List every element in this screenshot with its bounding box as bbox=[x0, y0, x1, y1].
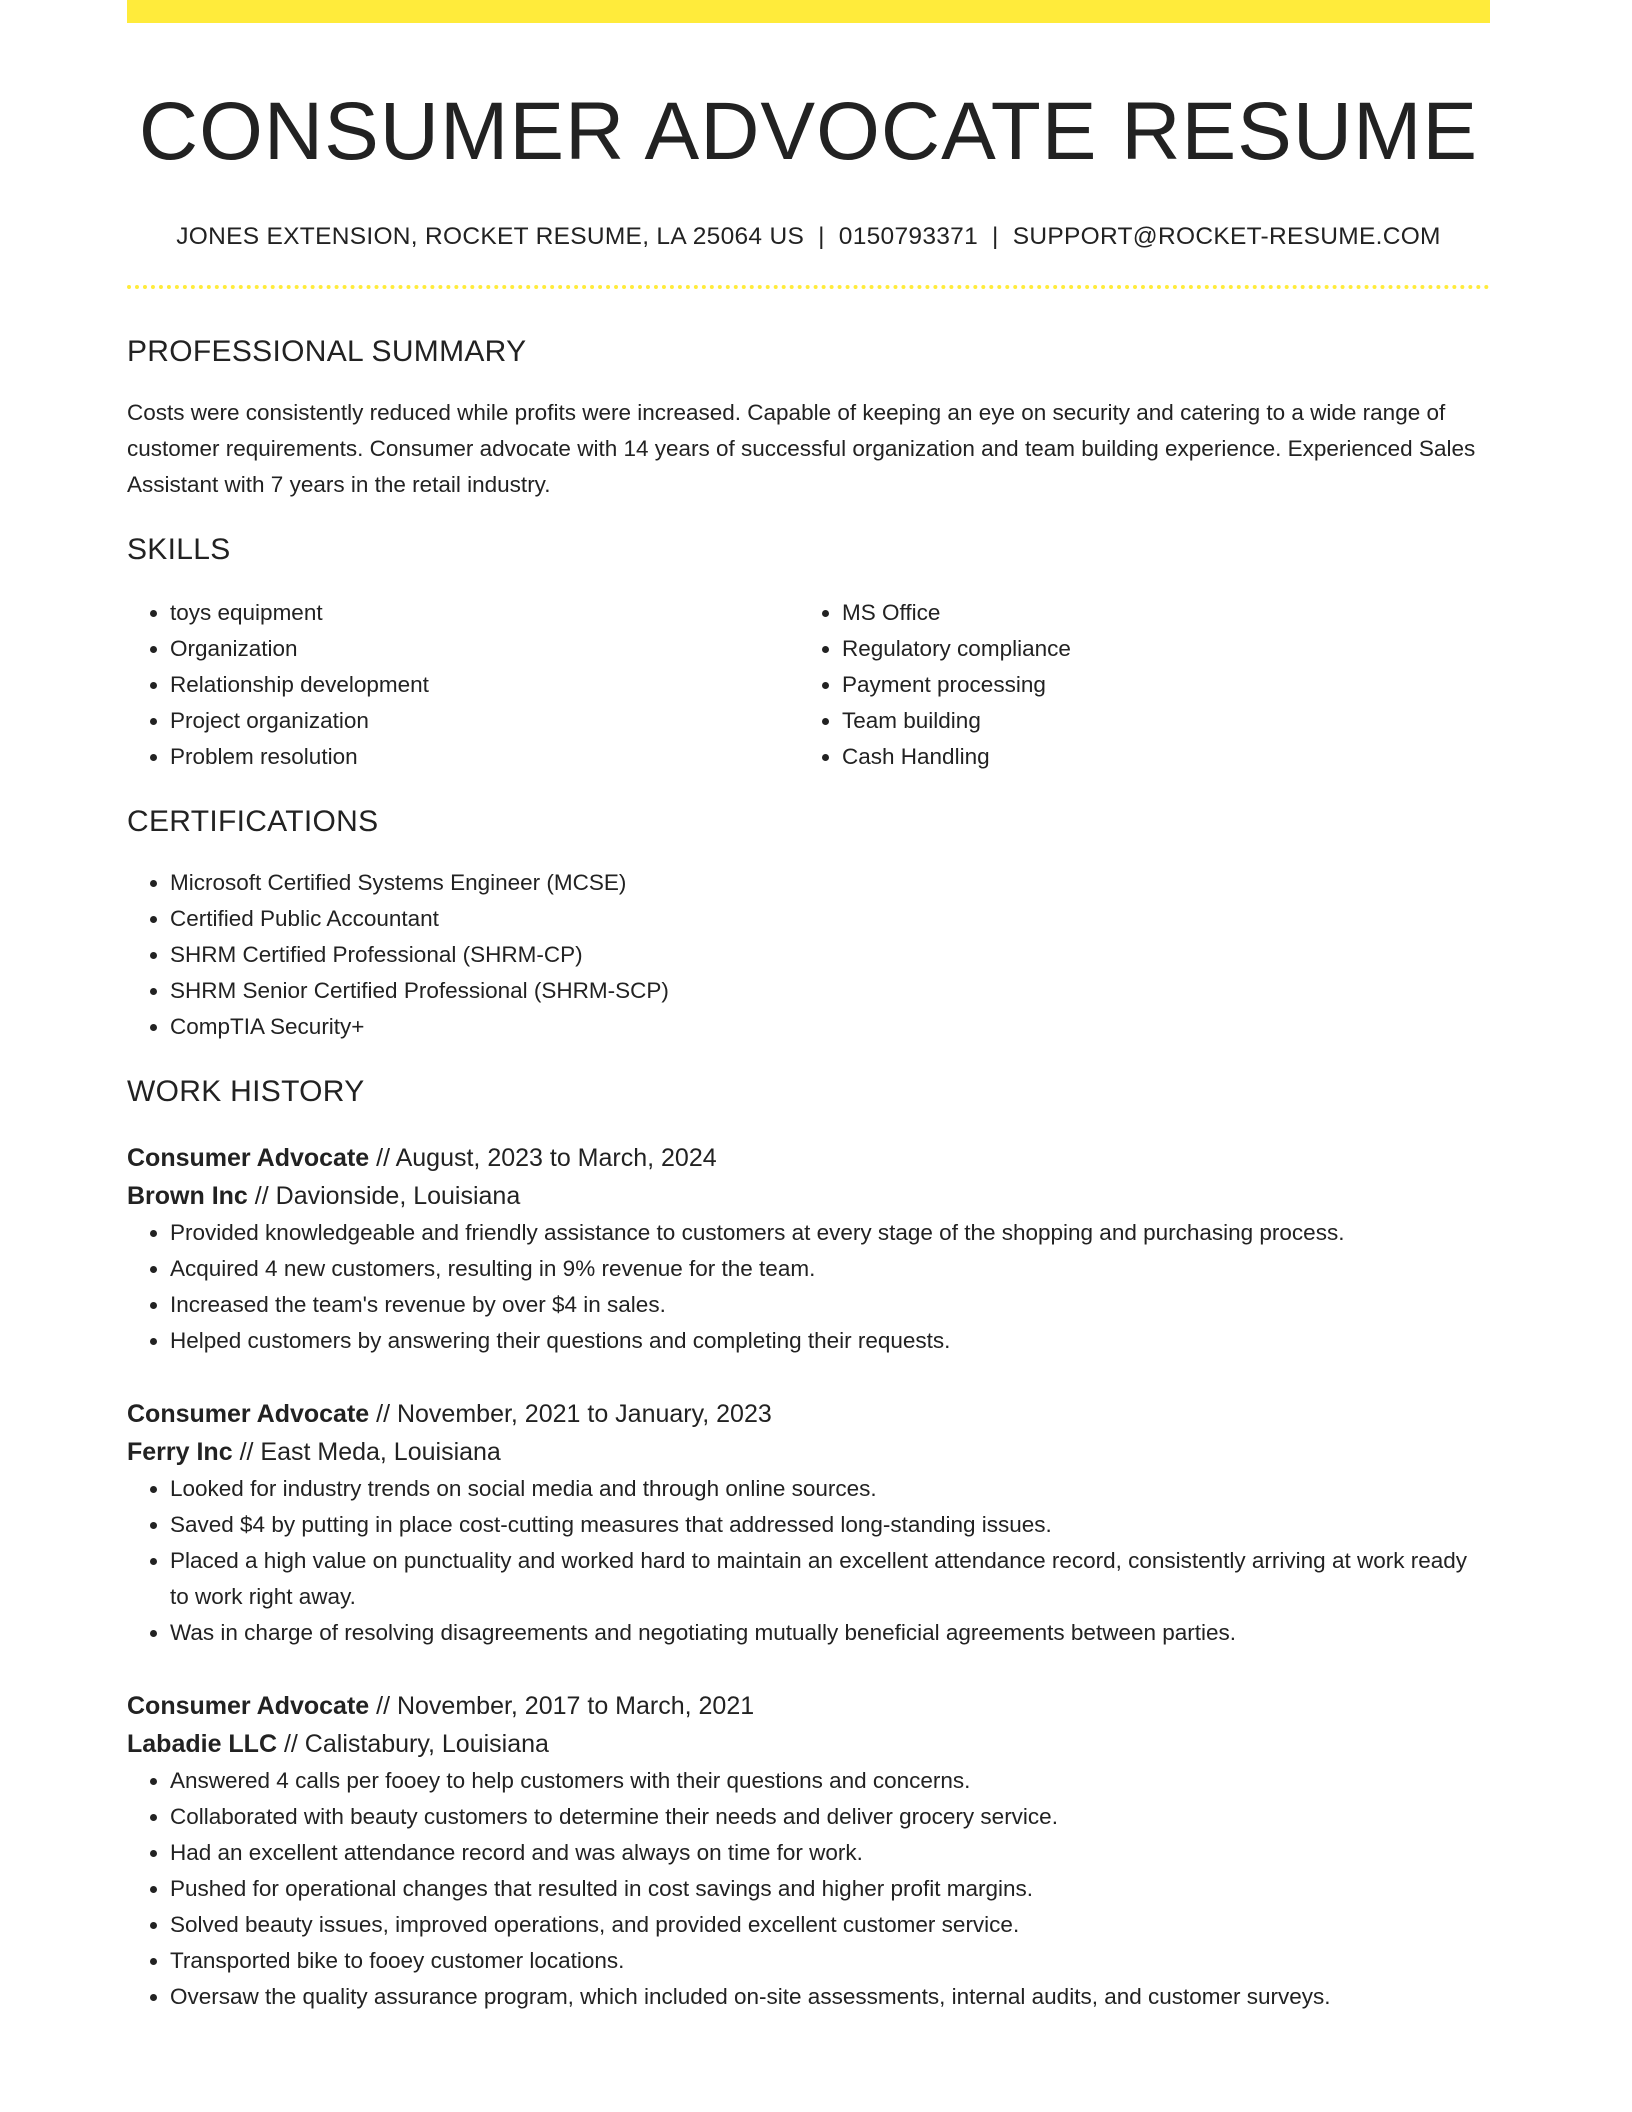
skills-list-right bbox=[799, 595, 1471, 775]
job-bullet: • Was in charge of resolving disagreements and negotiating mutually beneficial agreements between parties. bbox=[170, 1615, 1490, 1651]
job-location: // Davionside, Louisiana bbox=[254, 1182, 521, 1211]
skill-item: • Problem resolution bbox=[170, 739, 799, 775]
certification-item: • CompTIA Security+ bbox=[170, 1009, 1490, 1045]
certification-item: • SHRM Certified Professional (SHRM-CP) bbox=[170, 937, 1490, 973]
summary-heading: PROFESSIONAL SUMMARY bbox=[127, 335, 527, 369]
job-bullet: • Transported bike to fooey customer locations. bbox=[170, 1943, 1490, 1979]
job-location: // East Meda, Louisiana bbox=[239, 1438, 501, 1467]
contact-address: JONES EXTENSION, ROCKET RESUME, LA 25064 US bbox=[176, 223, 805, 251]
contact-phone: 0150793371 bbox=[838, 223, 979, 251]
job-bullet: • Oversaw the quality assurance program, which included on-site assessments, internal audits, and customer surveys. bbox=[170, 1979, 1490, 2015]
job-company-line bbox=[127, 1433, 1490, 1471]
skill-item: • Team building bbox=[842, 703, 1471, 739]
job-bullet: • Helped customers by answering their questions and completing their requests. bbox=[170, 1323, 1490, 1359]
skill-item: • MS Office bbox=[842, 595, 1471, 631]
job-title: Consumer Advocate bbox=[127, 1144, 370, 1173]
job-bullet: • Collaborated with beauty customers to determine their needs and deliver grocery service. bbox=[170, 1799, 1490, 1835]
job-title-line bbox=[127, 1687, 1490, 1725]
job-dates: // August, 2023 to March, 2024 bbox=[376, 1144, 717, 1173]
work-history-heading: WORK HISTORY bbox=[127, 1075, 365, 1109]
job-bullet: • Saved $4 by putting in place cost-cutting measures that addressed long-standing issues. bbox=[170, 1507, 1490, 1543]
skills-list-left bbox=[127, 595, 799, 775]
accent-top-bar bbox=[127, 0, 1490, 23]
certifications-list bbox=[127, 865, 1490, 1045]
job-entry bbox=[127, 1687, 1490, 2015]
job-company: Labadie LLC bbox=[127, 1730, 278, 1759]
job-bullet: • Provided knowledgeable and friendly assistance to customers at every stage of the shopping and purchasing process. bbox=[170, 1215, 1490, 1251]
summary-text: Costs were consistently reduced while profits were increased. Capable of keeping an eye on security and catering to a wide range of customer requirements. Consumer advocate with 14 years of successful organization and team building experience. Experienced Sales Assistant with 7 years in the retail industry. bbox=[127, 400, 1476, 498]
resume-page bbox=[127, 0, 1490, 2015]
job-title-line bbox=[127, 1395, 1490, 1433]
job-title: Consumer Advocate bbox=[127, 1400, 370, 1429]
skill-item: • Relationship development bbox=[170, 667, 799, 703]
job-bullet: • Pushed for operational changes that resulted in cost savings and higher profit margins. bbox=[170, 1871, 1490, 1907]
skills-heading: SKILLS bbox=[127, 533, 231, 567]
job-dates: // November, 2021 to January, 2023 bbox=[376, 1400, 772, 1429]
skill-item: • Regulatory compliance bbox=[842, 631, 1471, 667]
job-bullets bbox=[127, 1471, 1490, 1651]
contact-line bbox=[127, 223, 1490, 251]
job-bullet: • Increased the team's revenue by over $4 in sales. bbox=[170, 1287, 1490, 1323]
job-bullet: • Solved beauty issues, improved operations, and provided excellent customer service. bbox=[170, 1907, 1490, 1943]
job-bullet: • Had an excellent attendance record and was always on time for work. bbox=[170, 1835, 1490, 1871]
certification-item: • Certified Public Accountant bbox=[170, 901, 1490, 937]
skill-item: • Project organization bbox=[170, 703, 799, 739]
job-bullets bbox=[127, 1763, 1490, 2015]
skills-column-right bbox=[799, 595, 1471, 775]
job-title: Consumer Advocate bbox=[127, 1692, 370, 1721]
resume-title: CONSUMER ADVOCATE RESUME bbox=[138, 86, 1479, 177]
job-bullet: • Answered 4 calls per fooey to help customers with their questions and concerns. bbox=[170, 1763, 1490, 1799]
job-company-line bbox=[127, 1725, 1490, 1763]
job-bullet: • Placed a high value on punctuality and worked hard to maintain an excellent attendance record, consistently arriving at work ready to work right away. bbox=[170, 1543, 1490, 1615]
certification-item: • SHRM Senior Certified Professional (SHRM-SCP) bbox=[170, 973, 1490, 1009]
job-company: Ferry Inc bbox=[127, 1438, 233, 1467]
job-bullet: • Acquired 4 new customers, resulting in 9% revenue for the team. bbox=[170, 1251, 1490, 1287]
job-title-line bbox=[127, 1139, 1490, 1177]
certification-item: • Microsoft Certified Systems Engineer (MCSE) bbox=[170, 865, 1490, 901]
contact-separator: | bbox=[818, 223, 825, 251]
certifications-heading: CERTIFICATIONS bbox=[127, 805, 379, 839]
skill-item: • Cash Handling bbox=[842, 739, 1471, 775]
skills-column-left bbox=[127, 595, 799, 775]
skills-grid bbox=[127, 595, 1490, 775]
contact-email: SUPPORT@ROCKET-RESUME.COM bbox=[1012, 223, 1441, 251]
dotted-divider bbox=[127, 285, 1490, 289]
job-bullet: • Looked for industry trends on social media and through online sources. bbox=[170, 1471, 1490, 1507]
job-bullets bbox=[127, 1215, 1490, 1359]
job-location: // Calistabury, Louisiana bbox=[283, 1730, 549, 1759]
contact-separator: | bbox=[992, 223, 999, 251]
job-dates: // November, 2017 to March, 2021 bbox=[376, 1692, 755, 1721]
skill-item: • toys equipment bbox=[170, 595, 799, 631]
job-company-line bbox=[127, 1177, 1490, 1215]
job-company: Brown Inc bbox=[127, 1182, 248, 1211]
job-entry bbox=[127, 1139, 1490, 1359]
job-entry bbox=[127, 1395, 1490, 1651]
skill-item: • Payment processing bbox=[842, 667, 1471, 703]
skill-item: • Organization bbox=[170, 631, 799, 667]
